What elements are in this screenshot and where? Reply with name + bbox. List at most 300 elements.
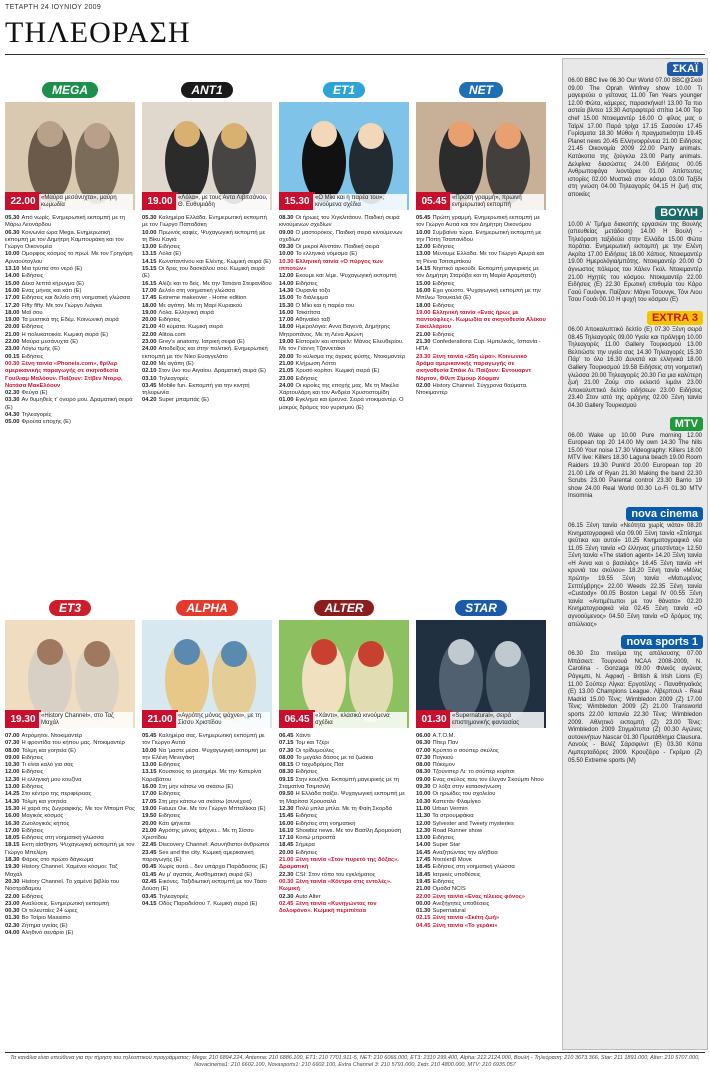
program-title: Οι τρίδυμούλες	[295, 747, 335, 754]
program-time: 16.10	[279, 827, 294, 834]
program-row	[279, 354, 409, 361]
program-row	[5, 821, 135, 828]
program-row	[279, 281, 409, 288]
program-row	[416, 332, 546, 339]
program-row	[416, 281, 546, 288]
program-time: 17.20	[5, 302, 20, 309]
program-title: Με αγάπη (Ε)	[158, 360, 194, 367]
program-row	[279, 339, 409, 354]
program-row	[142, 791, 272, 798]
program-title: Αναλύσεις. Ενημερωτική εκπομπή	[21, 900, 110, 907]
program-row	[416, 842, 546, 849]
program-row	[416, 777, 546, 784]
program-title: Sylvester and Tweety mysteries	[432, 820, 514, 827]
program-row	[279, 769, 409, 776]
program-row	[416, 733, 546, 740]
program-title: Αlitoa.com	[158, 331, 186, 338]
channel-logo-text: NET	[459, 82, 503, 98]
program-title: Ειδήσεις	[432, 302, 455, 309]
channel-logo	[416, 80, 546, 100]
program-title: Η ελληνική μου κουζίνα	[21, 776, 82, 783]
program-title: Εχει γούστο. Ψυχαγωγική εκπομπή με την Μπίλιω Τσουκαλά (Ε)	[416, 287, 541, 302]
sidebar-logo-text: ΣΚΑΪ	[667, 62, 703, 76]
program-time: 09.30	[279, 244, 294, 251]
program-time: 14.15	[142, 258, 157, 265]
program-time: 15.00	[416, 280, 431, 287]
program-row	[416, 769, 546, 776]
program-row	[416, 230, 546, 245]
program-title: Ξένη ταινία «Ενας τέλειος φόνος»	[432, 893, 525, 900]
program-time: 19.30	[5, 864, 20, 871]
program-title: Ειδήσεις και δελτίο στη νοηματική γλώσσα	[21, 295, 130, 302]
program-time: 14.00	[5, 273, 20, 280]
program-time: 22.00	[142, 331, 157, 338]
program-time: 10.30	[416, 798, 431, 805]
program-time: 12.30	[279, 805, 294, 812]
program-title: Κρύπτο ο σούπερ σκύλος	[432, 747, 499, 754]
program-row	[279, 383, 409, 398]
program-title: Το μεγάλο δάσος με τα ζωάκια	[295, 754, 374, 761]
program-time: 22.30	[279, 871, 294, 878]
program-title: Ειδήσεις	[158, 791, 181, 798]
sidebar-schedule-text: 06.00 Αποκαλυπτικό δελτίο (Ε) 07.30 Ξένη σειρά 08.45 Τηλεαγορές 09.00 Υγεία και πρόληψη 10.00 Τηλεαγορές 11.00 Gallery Τουρκισμού 13.00 Βελτιώστε την υγεία σας 14.30 Τηλεαγορές 15.30 Πάρ' το όλο 16.30 Δυνατά και ελληνικά 18.00 Gallery Τουρκισμού 19.58 Ειδήσεις στη νοηματική γλώσσα 20.00 Τηλεαγορές 20.30 Για μια καλύτερη ζωή 21.00 Ζούμ στο εκλεκτό λιμάνι 23.00 Αποκαλυπτικό δελτίο ειδήσεων 23.00 Ειδήσεις 23.40 Στον ιστό της αράχνης 02.00 Ξένη ταινία 04.30 Gallery Τουρκισμού	[568, 327, 702, 409]
program-title: Η πολυκατοικία. Κωμική σειρά (Ε)	[21, 331, 109, 338]
program-time: 16.00	[142, 784, 157, 791]
program-row	[142, 799, 272, 806]
sidebar-channel-logo	[563, 308, 707, 325]
program-time: 00.00	[416, 900, 431, 907]
program-time: 15.45	[279, 813, 294, 820]
program-time: 19.00	[142, 309, 157, 316]
program-time: 19.00	[5, 317, 20, 324]
program-time: 07.30	[279, 747, 294, 754]
program-title: Ειδήσεις στη νοηματική γλώσσα	[432, 864, 515, 871]
program-time: 18.45	[416, 864, 431, 871]
program-time: 10.00	[142, 747, 157, 754]
program-time: 09.50	[279, 791, 294, 798]
program-row	[5, 923, 135, 930]
program-time: 16.00	[279, 309, 294, 316]
program-title: Πίτερ Παν	[432, 740, 459, 747]
program-title: Ειδήσεις	[158, 762, 181, 769]
program-row	[279, 748, 409, 755]
program-time: 05.45	[142, 733, 157, 739]
program-title: Ζωολογικός κήπος	[21, 820, 70, 827]
program-list	[5, 215, 135, 427]
program-time: 09.15	[279, 776, 294, 783]
program-title: Ειδήσεις	[432, 331, 455, 338]
program-time: 03.30	[5, 397, 20, 404]
program-time: 22.00	[416, 893, 431, 900]
featured-time-badge: 21.00	[142, 710, 178, 728]
program-time: 09.00	[5, 754, 20, 761]
program-title: Οι μικροί Αϊνστάιν. Παιδική σειρά	[295, 244, 380, 251]
program-time: 21.00	[279, 360, 294, 367]
program-time: 13.00	[416, 251, 431, 258]
program-title: Ειδήσεις	[432, 878, 455, 885]
program-title: Οι κιροίες της εποχής μας. Με τη Μικέλα Χαρτουλάρη και τον Ανδρέα Χρυσοστομίδη	[279, 382, 399, 397]
program-title: Μένουμε Ελλάδα. Με τον Γιώργο Αμυρά και τη Ρένια Τσιτσιμπίκου	[416, 251, 545, 265]
program-row	[5, 748, 135, 755]
program-title: Ειδήσεις στη νοηματική	[295, 820, 356, 827]
program-row	[142, 303, 272, 310]
program-title: Ανεξήγητες υποθέσεις	[432, 900, 490, 907]
program-title: Αν θυμηθείς τ' όνειρό μου. Δραματική σειρά (Ε)	[5, 397, 133, 411]
program-title: Οι ήρωες του Χιγκλιτάουν. Παιδική σειρά κινούμενων σχεδίων	[279, 215, 400, 229]
program-title: Δέκα λεπτά κήρυγμα (Ε)	[21, 280, 84, 287]
program-time: 23.45	[142, 849, 157, 856]
program-time: 05.00	[5, 419, 20, 426]
program-title: Fifty fifty. Με τον Γιώργο Λιάγκα	[21, 302, 102, 309]
program-time: 01.30	[5, 915, 20, 922]
program-time: 00.30	[279, 878, 294, 885]
program-time: 02.45	[142, 878, 157, 885]
channel-logo	[416, 598, 546, 618]
channel-logo-text: STAR	[455, 600, 507, 616]
sidebar-schedule-text: 06.00 Wake up 10.00 Pure morning 12.00 European top 20 14.00 My own 14.30 The hills 15.00 Your noise 17.30 Videography: Killers 18.00 MTV live: Killers 18.30 Laguna beach 19.00 Room Raiders 19.30 Punk'd 20.00 European top 20 21.00 Life of Ryan 21.30 Making the band 22.30 Scrubs 23.00 Parental control 23.30 Barrio 19 show 24.00 Real World 00.30 Lo-Fi 01.30 MTV Insomnia	[568, 432, 702, 500]
program-time: 02.00	[416, 382, 431, 389]
program-title: Η Ελλάδα παίζει. Ψυχαγωγική εκπομπή με τη Μαρίτσα Χρουσαλά	[279, 791, 405, 805]
program-title: Η χαρά της ζωγραφικής. Με τον Μπομπ Ρος	[21, 805, 135, 812]
program-title: Κουσκούς το μεσημέρι. Με την Κατερίνα Καραβάτου	[142, 769, 262, 783]
program-row	[416, 915, 546, 922]
program-title: Μια τρύπα στο νερό (Ε)	[21, 266, 83, 273]
program-row	[142, 281, 272, 288]
program-title: Ειδήσεις	[21, 324, 44, 331]
program-time: 04.20	[142, 397, 157, 404]
program-title: Urban Vermin	[432, 805, 468, 812]
program-title: Οδός Παραδείσου 7. Κωμική σειρά (Ε)	[158, 900, 258, 907]
featured-caption: «History Channel», στο Ταζ Μαχάλ	[39, 712, 133, 728]
program-title: Ειδήσεις	[21, 353, 44, 360]
program-time: 07.15	[279, 740, 294, 747]
sidebar-logo-text: EXTRA 3	[647, 311, 703, 325]
program-title: Κλήρωση Λόττο	[295, 360, 337, 367]
program-time: 10.00	[416, 791, 431, 798]
program-title: Ενας σκύλος που τον έλεγαν Σκούμπι Ντου	[432, 776, 544, 783]
channel-column	[142, 80, 272, 405]
program-title: Εικόνες. Ταξιδιωτική εκπομπή με τον Τάσο Δούση (Ε)	[142, 878, 267, 893]
program-time: 01.30	[416, 908, 431, 915]
program-title: Μαγικός κόσμος	[21, 813, 64, 820]
program-time: 14.30	[5, 798, 20, 805]
program-time: 17.00	[279, 317, 294, 324]
program-time: 12.00	[279, 273, 294, 280]
program-row	[279, 295, 409, 302]
sidebar-channel-logo	[563, 632, 707, 649]
program-time: 17.10	[279, 835, 294, 842]
program-row	[5, 915, 135, 922]
program-time: 04.30	[5, 412, 20, 419]
program-title: Πρωινός καφές. Ψυχαγωγική εκπομπή με τη Βίκυ Καγιά	[142, 229, 266, 243]
channel-photo	[142, 620, 272, 728]
program-time: 16.15	[142, 280, 157, 287]
program-row	[142, 295, 272, 302]
program-time: 17.00	[142, 791, 157, 798]
program-title: Αλίζε και το δείς. Με την Τατιάνα Στεφανίδου	[158, 280, 272, 287]
sidebar-channel-logo	[563, 414, 707, 431]
program-time: 20.00	[142, 317, 157, 324]
program-row	[142, 769, 272, 784]
program-row	[279, 303, 409, 310]
channel-logo-text: ANT1	[181, 82, 232, 98]
program-time: 14.15	[416, 266, 431, 273]
program-title: Ξένη ταινία «Κόντρα στις εντολές». Κωμική	[279, 878, 392, 893]
program-title: Πόκεμον	[432, 762, 455, 769]
program-time: 05.30	[142, 215, 157, 221]
program-title: Auto Alter	[295, 893, 321, 900]
program-title: Πρώτη γραμμή. Ενημερωτική εκπομπή με τον Γιώργο Αυτιά και τον Δημήτρη Οικονόμου	[416, 215, 540, 229]
program-time: 10.00	[279, 251, 294, 258]
program-title: Αναζητώντας την αλήθεια	[432, 849, 498, 856]
featured-caption: «Αγρότης μόνος ψάχνει», με τη Σίσσυ Χριστίδου	[176, 712, 270, 728]
program-title: Καλημέρα Ελλάδα. Ενημερωτική εκπομπή με τον Γιώργο Παπαδάκη	[142, 215, 267, 229]
program-title: Λόλα. Ελληνική σειρά	[158, 309, 214, 316]
program-title: Ατρόμητοι. Ντοκιμαντέρ	[21, 733, 83, 739]
program-row	[5, 894, 135, 901]
program-time: 23.00	[142, 339, 157, 346]
featured-time-badge: 01.30	[416, 710, 452, 728]
program-list	[142, 733, 272, 908]
program-title: Ειδήσεις	[21, 769, 44, 776]
program-row	[5, 332, 135, 339]
program-row	[5, 901, 135, 908]
program-title: Sex and the city. Κωμική αμερικανική παραγωγής (Ε)	[142, 849, 254, 864]
program-row	[142, 828, 272, 843]
program-time: 08.00	[5, 747, 20, 754]
program-time: 06.00	[416, 733, 431, 739]
program-time: 18.00	[279, 324, 294, 331]
program-time: 21.05	[279, 368, 294, 375]
program-time: 06.30	[416, 740, 431, 747]
program-row	[142, 332, 272, 339]
program-time: 18.45	[279, 842, 294, 849]
program-row	[142, 813, 272, 820]
program-time: 12.30	[5, 776, 20, 783]
program-row	[5, 215, 135, 230]
program-title: Ημερολόγια: Αννα Βαγενά, Δημήτρης Μητροπάνος. Με τη Λένα Αρώνη	[279, 324, 391, 338]
program-title: Νηστικό αρκούδι. Εκπομπή μαγειρικής με τον Δημήτρη Σταρόβα και τη Μαρία Αραμπατζή	[416, 266, 539, 280]
program-row	[416, 310, 546, 332]
program-time: 12.00	[5, 769, 20, 776]
program-row	[142, 821, 272, 828]
program-row	[416, 288, 546, 303]
program-title: Ζήτημα υγείας (Ε)	[21, 922, 68, 929]
program-time: 01.45	[142, 871, 157, 878]
program-title: Ο λόξα στην κατασκήνωση	[432, 784, 502, 791]
program-row	[5, 813, 135, 820]
program-row	[5, 777, 135, 784]
program-time: 17.45	[142, 295, 157, 302]
sidebar-logo-text: MTV	[670, 417, 703, 431]
program-title: Χωρίς αυτά... δεν υπάρχει Παράδεισος (Ε)	[158, 864, 268, 871]
program-time: 13.15	[142, 251, 157, 258]
program-time: 13.10	[5, 266, 20, 273]
program-time: 24.00	[279, 382, 294, 389]
program-title: Ειδήσεις	[158, 244, 181, 251]
program-row	[142, 879, 272, 894]
program-row	[416, 740, 546, 747]
program-time: 16.30	[5, 820, 20, 827]
program-time: 20.00	[279, 849, 294, 856]
sidebar-schedule-text: 06.00 BBC live 06.30 Our World 07.00 BBC@Σκάι 09.00 The Oprah Winfrey show 10.00 Τι μαγειρεύει ο γείτονας 11.00 Ten Years younger 12.00 Φώτα, κάμερες, παρασκήνια!! 13.00 Τα πιο αστεία βίντεο 13.30 Αστραφτερά σπίτια 14.00 Top chef 15.00 Ντοκιμαντέρ 16.00 Ο φίλος μας ο Ταϊρλί 17.00 Παρά τρίχα 17.15 Σασούκι 17.45 Γυρίσματα 18.30 Μύθοι ή πραγματικότητα 19.45 Planet news 20.45 Ελληνοφρένεια 21.00 Ειδήσεις 21.45 Οικονομία 2009 22.00 Party animals. Κατάκοπα της ζούγκλα 23.00 Party animals. Δελφίνια διασώστες 24.00 Ειδήσεις 00.05 Ανθρωποφάγα λιοντάρια 01.00 Απίστευτες ιστορίες 02.00 Μυστικά στον κόσμο 03.00 Ταξίδι στη γνώση 04.00 Τηλεαγορές 04.15 Η ζωή στις αποικίες	[568, 78, 702, 198]
program-title: Τηλεαγορές	[158, 893, 189, 900]
channel-logo	[5, 80, 135, 100]
program-row	[5, 842, 135, 857]
program-title: Λόγω τιμής (Ε)	[21, 346, 60, 353]
program-title: Discovery Channel: Ασυνήθιστοι άνθρωποι	[158, 842, 270, 849]
program-time: 18.15	[5, 842, 20, 849]
program-list	[279, 215, 409, 412]
program-time: 04.00	[5, 930, 20, 937]
program-row	[416, 784, 546, 791]
program-time: 08.15	[279, 762, 294, 769]
sidebar-channel-logo	[563, 59, 707, 76]
program-title: Ουρανία τόξο	[295, 287, 331, 294]
program-time: 19.45	[416, 878, 431, 885]
program-row	[142, 733, 272, 748]
program-title: Καλημέρα σας. Ενημερωτική εκπομπή με τον Γιώργο Αυτιά	[142, 733, 265, 747]
program-title: Mobile fun. Εκπομπή για την κινητή τηλεφωνία	[142, 382, 250, 397]
channel-photo	[142, 102, 272, 210]
sidebar-logo-text: nova sports 1	[621, 635, 703, 649]
program-title: Στο κέντρο της περιφέρειας	[21, 791, 92, 798]
program-time: 20.30	[5, 878, 20, 885]
program-title: Τι είναι καλό για σας	[21, 762, 74, 769]
program-title: Στη μην κάτσω να σκάσω (συνέχεια)	[158, 798, 252, 805]
program-title: Πολύ μπλα μπλα. Με τη Φαίη Σκορδά	[295, 805, 392, 812]
program-row	[142, 266, 272, 281]
program-row	[279, 324, 409, 339]
program-row	[279, 791, 409, 806]
program-row	[142, 288, 272, 295]
featured-caption: «Πρώτη γραμμή», πρωινή ενημερωτική εκπομπή	[450, 194, 544, 210]
program-row	[5, 419, 135, 426]
program-time: 01.00	[279, 397, 294, 404]
program-time: 03.10	[142, 375, 157, 382]
program-list	[279, 733, 409, 915]
program-time: 02.15	[416, 915, 431, 922]
program-time: 10.00	[142, 229, 157, 236]
program-time: 19.50	[142, 813, 157, 820]
program-title: Το κύλισμα της άγριας φύσης. Ντοκιμαντέρ	[295, 353, 406, 360]
sidebar-panel	[562, 58, 708, 1050]
program-title: Αν μ' αγαπάς. Αισθηματική σειρά (Ε)	[158, 871, 253, 878]
program-time: 17.00	[142, 287, 157, 294]
program-row	[5, 908, 135, 915]
program-time: 15.30	[5, 805, 20, 812]
footer-note: Τα κανάλια είναι υπεύθυνα για την τήρηση του τηλεοπτικού προγράμματος: Mega: 210 6894.224, Antenna: 210 6886.100, ΕΤ1: 210 7701.911-5, ΝΕΤ: 210 6066.000, ΕΤ3: 2310 299.400, Alpha: 212.2124.000, Βουλή - Τηλεόραση: 210 3673.366, Star: 211 1891.000, Alter: 210 5707.000, Novacinema1: 210 6602.100, Novasports1: 210 6602.100, Extra Channel 3: 210 5791.000, Σκάι: 210 4800.000, MTV: 210 6935.057	[10, 1055, 700, 1068]
program-title: Αθηναϊκό ταξί	[295, 317, 331, 324]
program-time: 22.00	[5, 893, 20, 900]
program-row	[142, 376, 272, 383]
program-row	[416, 886, 546, 893]
program-title: History Channel. Το χαμένο βιβλίο του Νοστράδαμου	[5, 878, 120, 893]
program-time: 11.00	[416, 805, 431, 812]
program-title: Ειδήσεις	[432, 835, 455, 842]
channel-column	[279, 80, 409, 412]
featured-caption: «Χάιντι», κλασικά κινούμενα σχέδια	[313, 712, 407, 728]
program-title: Ο Μίκι και η παρέα του	[295, 302, 355, 309]
program-title: Στον ίλιο του Αιγαίου. Δραματική σειρά (Ε)	[158, 368, 266, 375]
program-row	[142, 215, 272, 230]
channel-logo	[279, 80, 409, 100]
program-time: 15.00	[279, 295, 294, 302]
program-row	[279, 251, 409, 258]
program-title: Σήμερα	[295, 842, 315, 849]
program-row	[5, 791, 135, 798]
program-row	[416, 266, 546, 281]
program-title: 40 κύματα. Κωμική σειρά	[158, 324, 223, 331]
program-time: 20.00	[142, 820, 157, 827]
program-title: Ειδήσεις	[21, 784, 44, 791]
program-time: 08.30	[279, 769, 294, 776]
program-row	[416, 215, 546, 230]
program-row	[416, 799, 546, 806]
program-time: 17.00	[5, 295, 20, 302]
channel-photo	[5, 102, 135, 210]
program-title: Α.Τ.Ο.Μ.	[432, 733, 456, 739]
program-title: Ειδήσεις	[21, 754, 44, 761]
program-row	[279, 397, 409, 412]
program-title: History Channel. Χαμένοι κόσμοι: Ταζ Μαχάλ	[5, 864, 118, 878]
program-time: 24.00	[142, 346, 157, 353]
program-row	[416, 762, 546, 769]
program-title: Η φροντίδα του κήπου μας. Ντοκιμαντέρ	[21, 740, 125, 747]
featured-time-badge: 06.45	[279, 710, 315, 728]
program-time: 21.00	[416, 331, 431, 338]
program-title: Ο μαστορόκος. Παιδική σειρά κινούμενων σχεδίων	[279, 229, 403, 243]
featured-caption: «Supernatural», σειρά επιστημονικής φαντασίας	[450, 712, 544, 728]
sidebar-schedule-text: 10.00 Α' Τμήμα διακοπής εργασιών της Βουλής (απευθείας μετάδοση) 14.00 Η Βουλή - Τηλεόραση ταξιδεύει στην Ελλάδα 15.00 Φώτα ποράτια. Ενημερωτική εκπομπή με την Ελένη Ακρίτα 17.00 Ειδήσεις 18.00 Χάπιος. Ντοκιμαντέρ 19.00 Ημερολόγια/μπότης. Ντοκιμαντέρ 20.00 Ο άγνωστος πόλεμος του Χάλεν Γκολ. Ντοκιμαντέρ 21.00 Ηχητές του κόσμου. Ντοκιμαντέρ 22.00 Ειδήσεις (Ε) 22.30 Ερωτική επιθυμία του Κάρο Γαού Γουόνγκ. Παίζουν: Μάγκι Τσουνγκ, Τόνι Λιου Τσου Γουάι 00.10 Η ψυχή του κόσμου (Ε)	[568, 221, 702, 304]
program-time: 04.45	[416, 922, 431, 929]
program-title: CSI: Στον τόπο του εγκλήματος	[295, 871, 376, 878]
program-title: Τσικιτίτσα	[295, 309, 321, 316]
program-time: 08.00	[416, 762, 431, 769]
program-row	[416, 908, 546, 915]
program-row	[5, 799, 135, 806]
program-time: 03.45	[142, 893, 157, 900]
program-time: 06.45	[279, 733, 294, 739]
program-title: Κάτι ψήνεται	[158, 820, 191, 827]
program-row	[279, 821, 409, 828]
program-row	[279, 901, 409, 916]
program-row	[5, 281, 135, 288]
program-row	[142, 850, 272, 865]
program-time: 02.30	[5, 390, 20, 397]
program-row	[5, 930, 135, 937]
program-title: Φεύγα (Ε)	[21, 390, 48, 397]
program-time: 17.00	[5, 827, 20, 834]
program-row	[142, 864, 272, 871]
program-title: Ξένη ταινία «Phoneis.com», θρίλερ αμερικανικής παραγωγής σε σκηνοθεσία Γουίλιαμ Μαλόουν. Παίζουν: Στίβεν Ντορφ, Νατάσα ΜακΕλόουν	[5, 360, 123, 389]
program-time: 23.00	[5, 900, 20, 907]
program-title: Ντετέκτιβ Μονκ	[432, 857, 472, 864]
program-time: 21.00	[142, 324, 157, 331]
program-title: Χάιντι	[295, 733, 311, 739]
program-row	[142, 251, 272, 258]
program-row	[416, 872, 546, 879]
program-row	[279, 368, 409, 375]
program-row	[279, 850, 409, 857]
program-title: Μαΐ σου	[21, 309, 43, 316]
program-time: 12.00	[416, 244, 431, 251]
program-time: 02.45	[279, 900, 294, 907]
program-row	[279, 842, 409, 849]
program-row	[279, 894, 409, 901]
program-time: 02.30	[5, 922, 20, 929]
program-title: Ξένη ταινία «Το γεράκι»	[432, 922, 498, 929]
